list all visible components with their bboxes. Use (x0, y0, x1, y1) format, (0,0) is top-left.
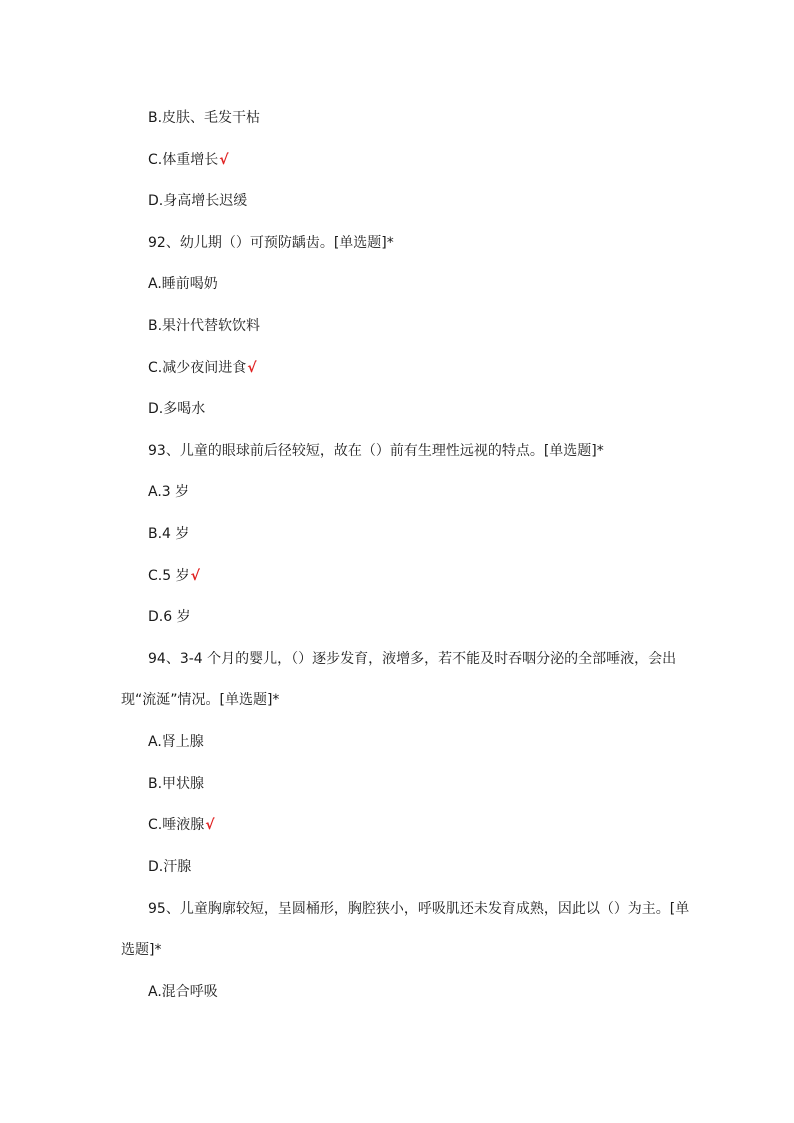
option-text: B.果汁代替软饮料 (148, 318, 261, 334)
option-text: C.5 岁 (148, 568, 190, 584)
question-line-continued (121, 691, 279, 709)
question-line-continued (121, 941, 161, 959)
option-line (148, 525, 189, 543)
option-line (148, 775, 204, 793)
question-text: 95、儿童胸廓较短，呈圆桶形，胸腔狭小，呼吸肌还未发育成熟，因此以（）为主。[单 (148, 901, 690, 917)
option-text: D.身高增长迟缓 (148, 193, 248, 209)
option-line (148, 192, 247, 210)
check-mark-icon: √ (205, 817, 215, 833)
option-text: C.体重增长 (148, 152, 219, 168)
option-line (148, 983, 218, 1001)
check-mark-icon: √ (247, 360, 257, 376)
question-line (148, 442, 604, 460)
question-text: 92、幼儿期（）可预防龋齿。[单选题]* (148, 235, 394, 251)
question-line (148, 234, 394, 252)
option-line (148, 483, 189, 501)
option-line (148, 317, 260, 335)
option-text: C.减少夜间进食 (148, 360, 247, 376)
option-line (148, 275, 218, 293)
option-text: B.甲状腺 (148, 776, 205, 792)
option-text: D.6 岁 (148, 609, 191, 625)
question-text: 94、3-4 个月的婴儿，（）逐步发育，液增多，若不能及时吞咽分泌的全部唾液，会出 (148, 651, 677, 667)
option-line-correct (148, 816, 215, 834)
question-line (148, 900, 689, 918)
option-text: B.皮肤、毛发干枯 (148, 110, 261, 126)
option-line-correct (148, 359, 257, 377)
option-text: B.4 岁 (148, 526, 190, 542)
option-text: A.3 岁 (148, 484, 190, 500)
question-text: 现“流涎”情况。[单选题]* (121, 692, 280, 708)
option-text: A.肾上腺 (148, 734, 204, 750)
option-line-correct (148, 567, 200, 585)
option-text: A.混合呼吸 (148, 984, 218, 1000)
option-text: C.唾液腺 (148, 817, 205, 833)
option-line (148, 608, 191, 626)
option-line (148, 733, 204, 751)
check-mark-icon: √ (190, 568, 200, 584)
option-line-correct (148, 151, 229, 169)
check-mark-icon: √ (219, 152, 229, 168)
question-text: 93、儿童的眼球前后径较短，故在（）前有生理性远视的特点。[单选题]* (148, 443, 604, 459)
question-line (148, 650, 676, 668)
option-line (148, 858, 191, 876)
option-text: A.睡前喝奶 (148, 276, 218, 292)
question-text: 选题]* (121, 942, 162, 958)
option-text: D.多喝水 (148, 401, 206, 417)
option-line (148, 109, 260, 127)
option-line (148, 400, 205, 418)
option-text: D.汗腺 (148, 859, 192, 875)
